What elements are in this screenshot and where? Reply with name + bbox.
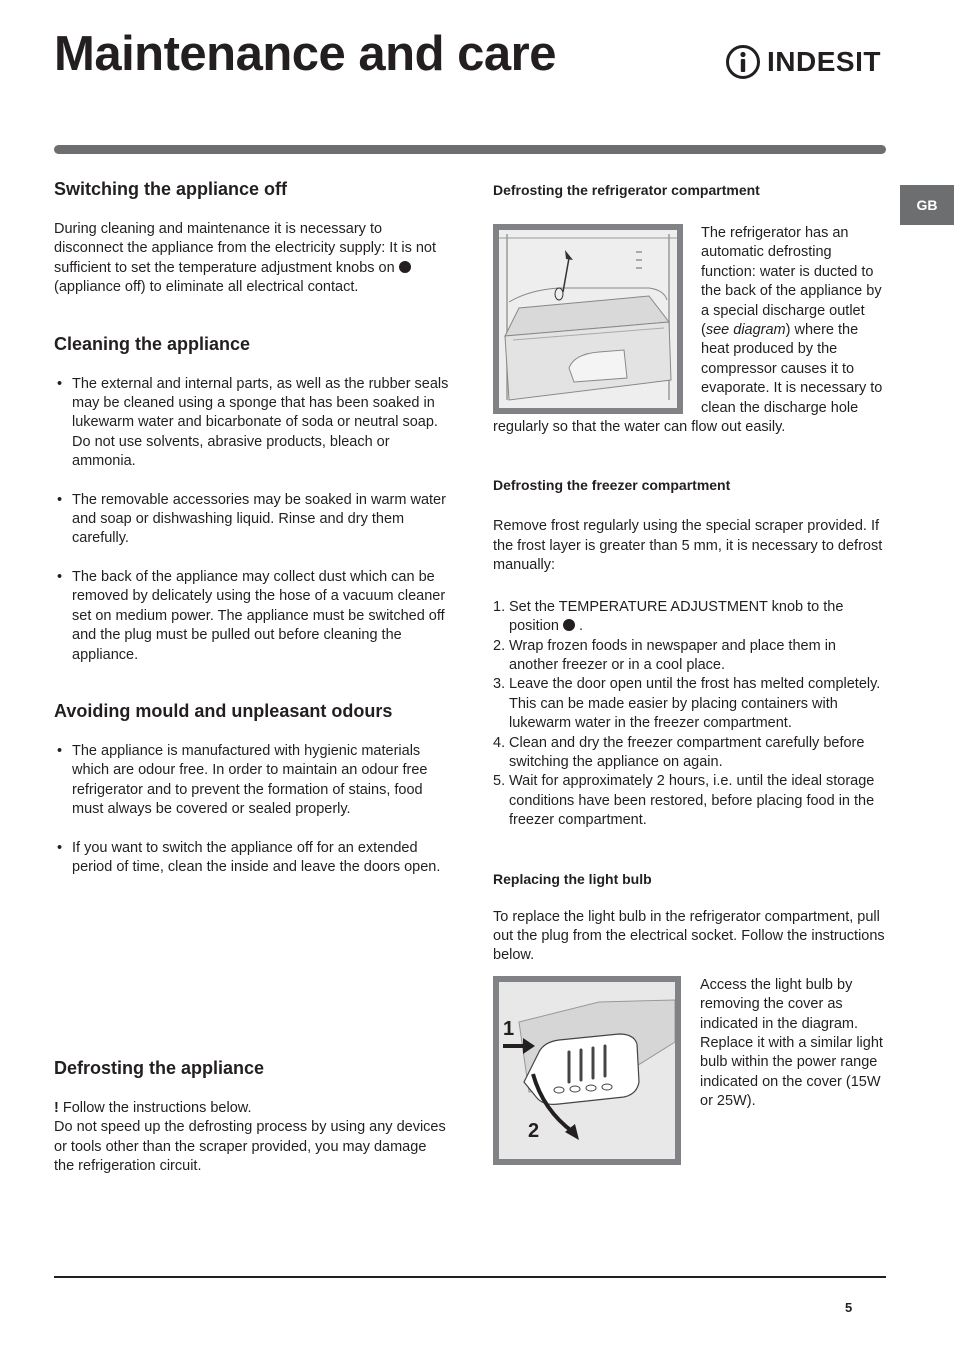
page-title: Maintenance and care: [54, 27, 556, 81]
defrosting-section: [54, 1057, 450, 1177]
heading-fridge-defrost: Defrosting the refrigerator compartment: [493, 182, 760, 198]
language-tab: GB: [900, 185, 954, 225]
header-rule: [54, 145, 886, 154]
light-bulb-diagram: [493, 976, 681, 1165]
list-item: • The removable accessories may be soaked in warm water and soap or dishwashing liquid. Rinse and dry them carefully.: [54, 491, 450, 549]
defrosting-warning: ! Follow the instructions below.: [54, 1100, 252, 1116]
fridge-diagram: [493, 224, 683, 414]
right-column: [493, 180, 888, 1165]
off-position-icon: [563, 619, 575, 631]
left-column: [54, 178, 450, 877]
list-item: • The external and internal parts, as well as the rubber seals may be cleaned using a sponge that has been soaked in lukewarm water and bicarbonate of soda or neutral soap. Do not use solvents, abrasive products, bleach or ammonia.: [54, 375, 450, 472]
switching-off-text: During cleaning and maintenance it is necessary to disconnect the appliance from the electricity supply: It is not sufficient to set the temperature adjustment knobs on (appliance off) to eliminate all electrical contact.: [54, 221, 437, 296]
list-item: 1. Set the TEMPERATURE ADJUSTMENT knob to the position .: [493, 598, 844, 635]
fridge-defrost-block: [493, 224, 888, 437]
footer-rule: [54, 1276, 886, 1278]
light-cover-illustration: [499, 982, 675, 1159]
list-item: 3. Leave the door open until the frost has melted completely. This can be made easier by placing containers with lukewarm water in the freezer compartment.: [493, 676, 881, 732]
indesit-logo-icon: [725, 44, 761, 80]
light-bulb-text: Access the light bulb by removing the cover as indicated in the diagram. Replace it with a similar light bulb within the power range indicated on the cover (15W or 25W).: [700, 976, 883, 1110]
brand-logo: [725, 44, 881, 80]
list-item: 4. Clean and dry the freezer compartment carefully before switching the appliance on again.: [493, 734, 865, 770]
fridge-drain-illustration: [499, 230, 677, 408]
defrosting-text: Do not speed up the defrosting process by using any devices or tools other than the scraper provided, you may damage the refrigeration circuit.: [54, 1119, 446, 1175]
freezer-defrost-intro: Remove frost regularly using the special scraper provided. If the frost layer is greater than 5 mm, it is necessary to defrost manually:: [493, 518, 883, 574]
off-position-icon: [399, 261, 411, 273]
warning-icon: !: [54, 1100, 59, 1116]
list-item: 5. Wait for approximately 2 hours, i.e. until the ideal storage conditions have been restored, before placing food in the freezer compartment.: [493, 773, 875, 829]
page-number: 5: [845, 1300, 853, 1315]
heading-defrosting: Defrosting the appliance: [54, 1058, 265, 1078]
light-bulb-intro: To replace the light bulb in the refrigerator compartment, pull out the plug from the electrical socket. Follow the instructions below.: [493, 908, 885, 964]
step-2-label: 2: [528, 1119, 540, 1142]
heading-light-bulb: Replacing the light bulb: [493, 870, 652, 887]
heading-cleaning: Cleaning the appliance: [54, 333, 251, 354]
heading-switching-off: Switching the appliance off: [54, 179, 288, 199]
list-item: 2. Wrap frozen foods in newspaper and place them in another freezer or in a cool place.: [493, 637, 836, 673]
heading-mould: Avoiding mould and unpleasant odours: [54, 700, 393, 721]
freezer-defrost-steps: [493, 598, 888, 831]
light-bulb-block: [493, 976, 888, 1165]
step-1-label: 1: [503, 1017, 515, 1040]
heading-freezer-defrost: Defrosting the freezer compartment: [493, 477, 731, 494]
list-item: • The back of the appliance may collect dust which can be removed by delicately using the hose of a vacuum cleaner set on medium power. The appliance must be switched off and the plug must be pulled out before cleaning the appliance.: [54, 568, 450, 665]
brand-wordmark: INDESIT: [767, 46, 881, 77]
list-item: • The appliance is manufactured with hygienic materials which are odour free. In order to maintain an odour free refrigerator and to prevent the formation of stains, food must always be covered or sealed properly.: [54, 742, 450, 820]
fridge-defrost-text: The refrigerator has an automatic defrosting function: water is ducted to the back of the appliance by a special discharge outlet (see diagram) where the heat produced by the compressor causes it to evaporate. It is necessary to clean the discharge hole regularly so that the water can flow out easily.: [493, 225, 883, 436]
list-item: • If you want to switch the appliance off for an extended period of time, clean the inside and leave the doors open.: [54, 839, 450, 878]
mould-list: [54, 742, 450, 877]
cleaning-list: [54, 375, 450, 665]
